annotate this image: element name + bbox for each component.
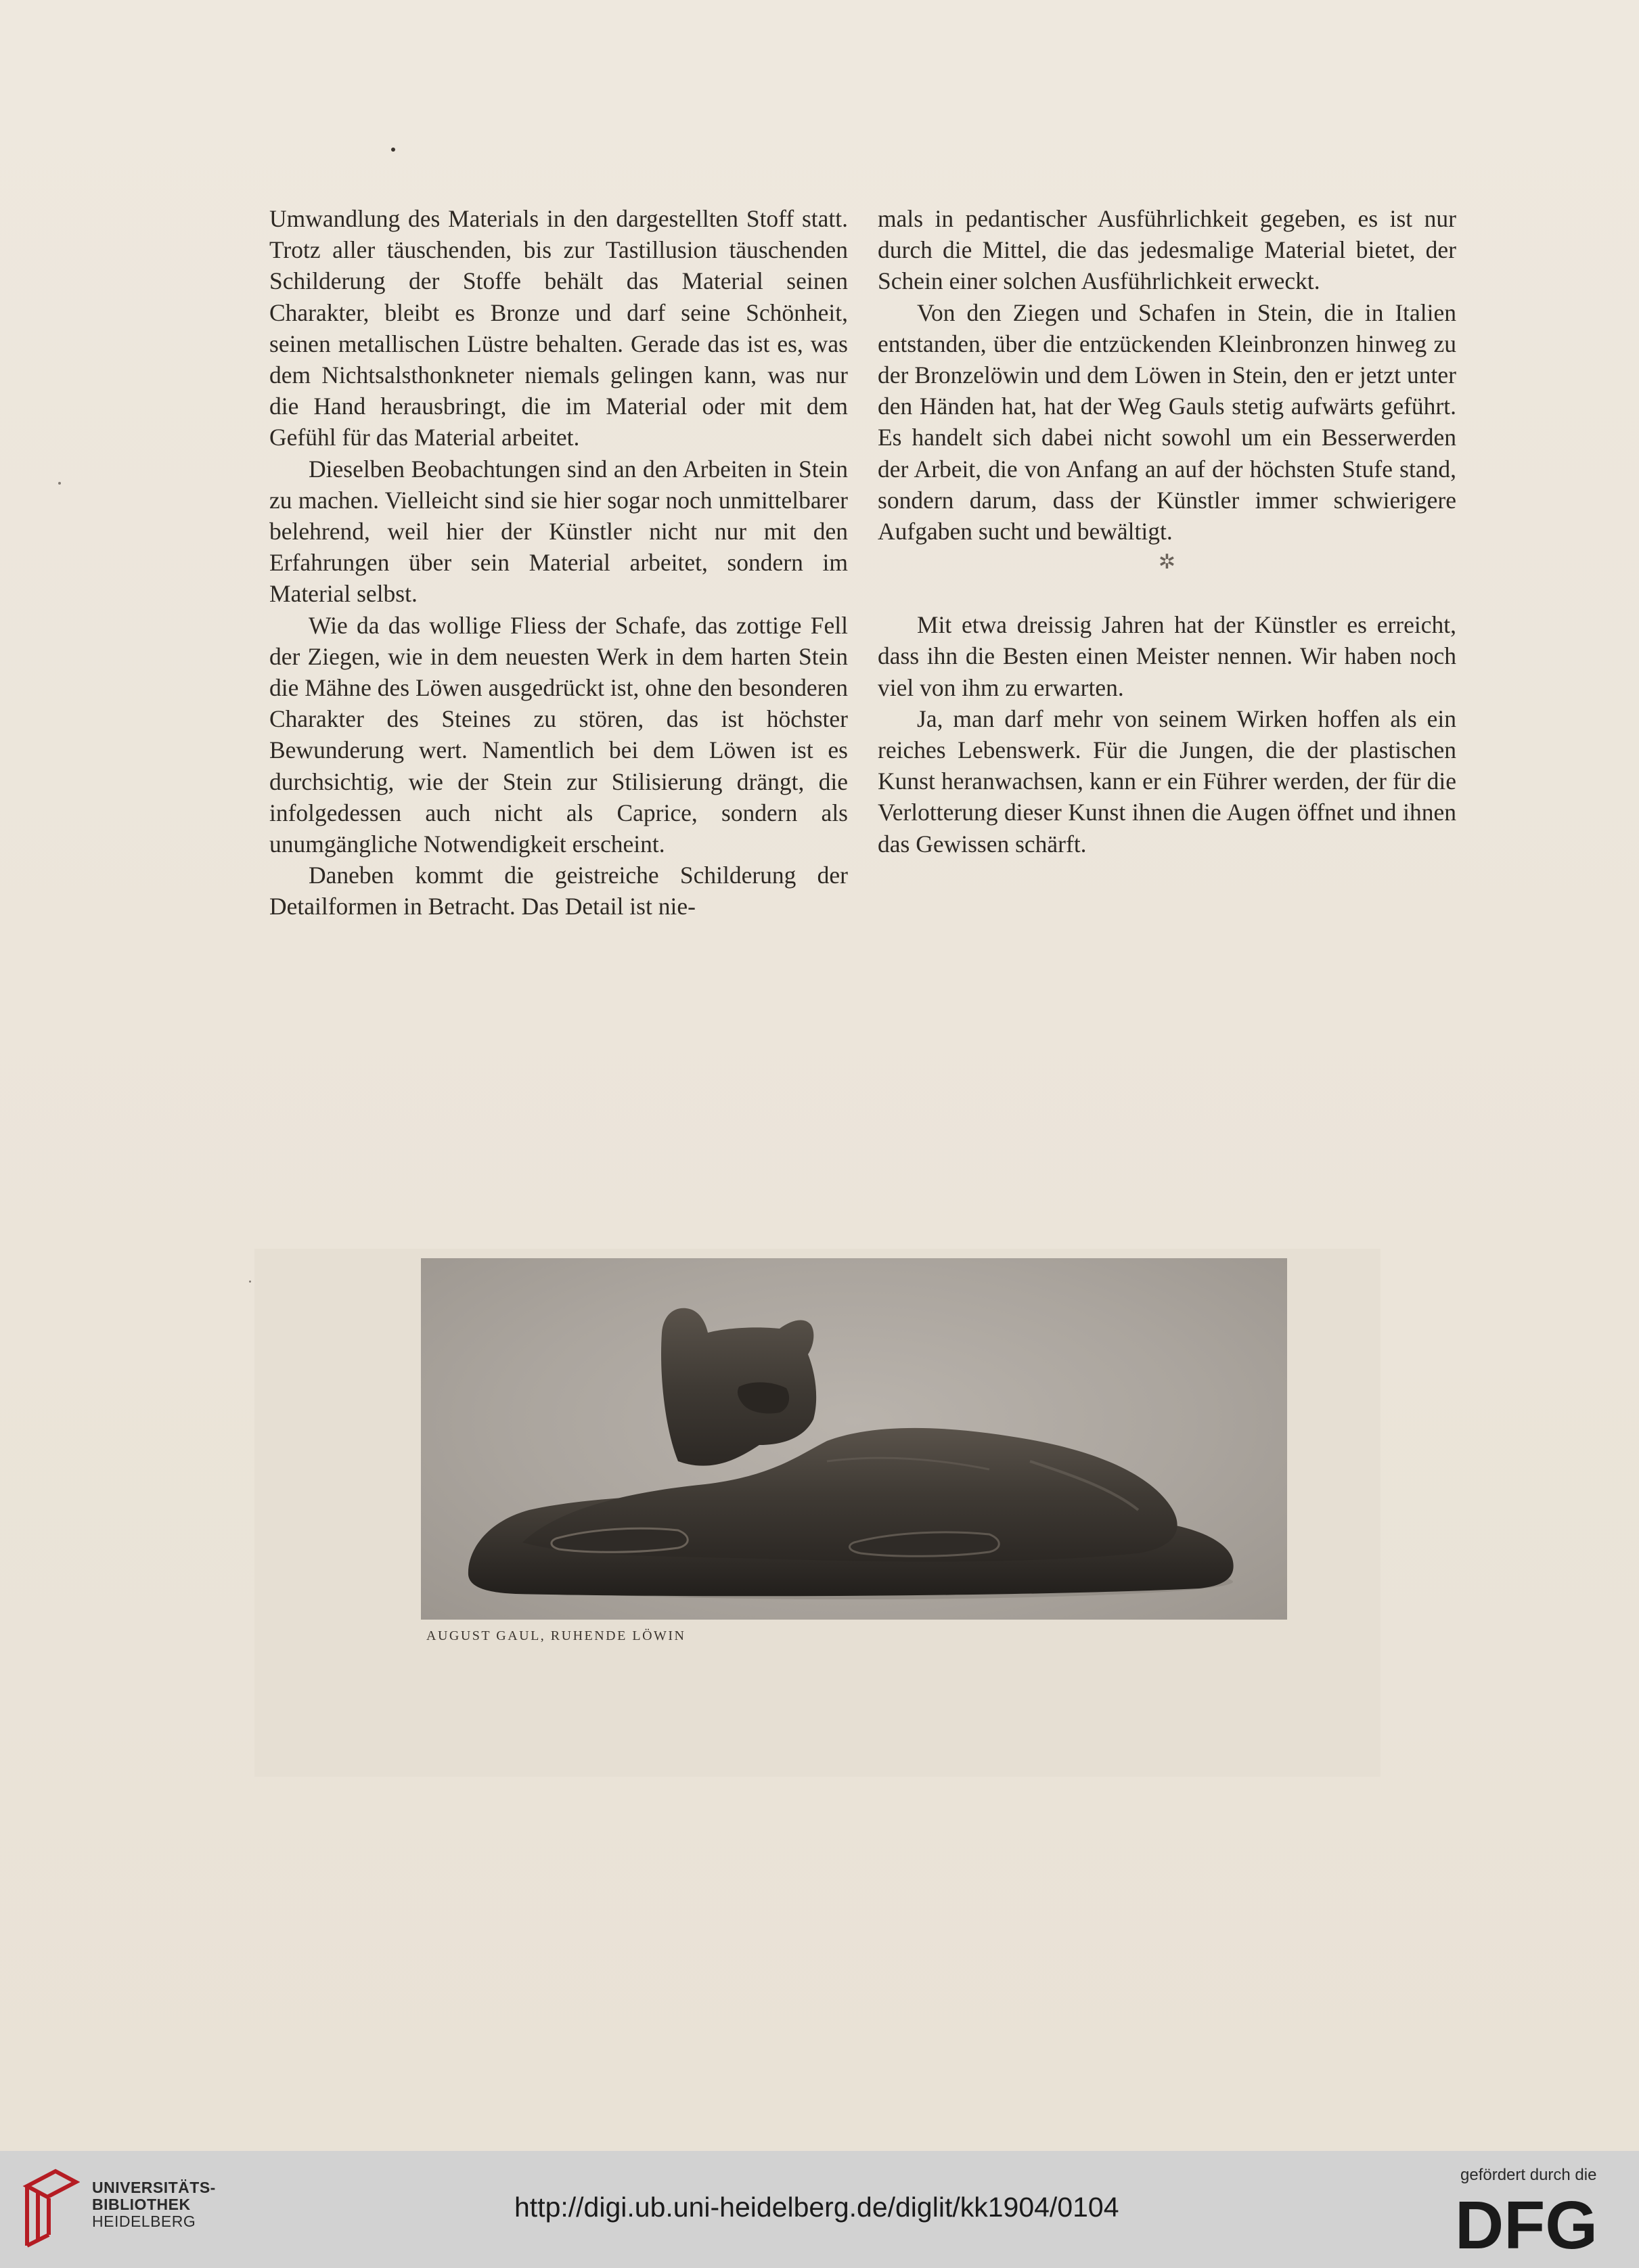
paragraph: Umwandlung des Materials in den dargestellten Stoff statt. Trotz aller täuschenden, bis zur Tastillusion täuschenden Schilderung der Stoffe behält das Material seinen Charakter, bleibt es Bronze und darf seine Schönheit, seinen metallischen Lüstre behalten. Gerade das ist es, was dem Nichtsalsthonkneter niemals gelingen kann, was nur die Hand herausbringt, die im Material oder mit dem Gefühl für das Material arbeitet. — [269, 205, 848, 451]
logo-line: UNIVERSITÄTS- — [92, 2179, 216, 2196]
print-speck — [58, 482, 61, 485]
text-column-right — [878, 203, 1456, 860]
paragraph: Von den Ziegen und Schafen in Stein, die in Italien entstanden, über die entzückenden Kleinbronzen hinweg zu der Bronzelöwin und dem Löwen in Stein, den er jetzt unter den Händen hat, hat der Weg Gauls stetig aufwärts geführt. Es handelt sich dabei nicht sowohl um ein Besserwerden der Arbeit, die von Anfang an auf der höchsten Stufe stand, sondern darum, dass der Künstler immer schwierigere Aufgaben sucht und bewältigt. — [878, 298, 1456, 546]
funding-note: gefördert durch die — [1460, 2166, 1597, 2184]
figure-caption: AUGUST GAUL, RUHENDE LÖWIN — [426, 1628, 686, 1643]
footer-bar — [0, 2151, 1639, 2268]
library-logo-text — [92, 2179, 216, 2230]
text-column-left — [269, 203, 848, 922]
permalink-url[interactable]: http://digi.ub.uni-heidelberg.de/diglit/kk1904/0104 — [514, 2192, 1119, 2223]
section-separator: ✲ — [1158, 551, 1176, 574]
paragraph: Ja, man darf mehr von seinem Wirken hoffen als ein reiches Lebenswerk. Für die Jungen, die der plastischen Kunst heranwachsen, kann er ein Führer werden, der für die Verlotterung dieser Kunst ihnen die Augen öffnet und ihnen das Gewissen schärft. — [878, 705, 1456, 858]
dfg-logo-text: DFG — [1455, 2190, 1598, 2258]
paragraph: Daneben kommt die geistreiche Schilderung der Detailformen in Betracht. Das Detail ist nie- — [269, 862, 848, 920]
paragraph: Mit etwa dreissig Jahren hat der Künstler es erreicht, dass ihn die Besten einen Meister nennen. Wir haben noch viel von ihm zu erwarten. — [878, 611, 1456, 701]
paragraph: mals in pedantischer Ausführlichkeit gegeben, es ist nur durch die Mittel, die das jedesmalige Material bietet, der Schein einer solchen Ausführlichkeit erweckt. — [878, 205, 1456, 295]
sculpture-photo — [421, 1258, 1287, 1620]
dfg-logo-icon[interactable] — [1455, 2190, 1617, 2258]
logo-line: HEIDELBERG — [92, 2213, 196, 2230]
paragraph: Wie da das wollige Fliess der Schafe, das zottige Fell der Ziegen, wie in dem neuesten Werk in dem harten Stein die Mähne des Löwen ausgedrückt ist, ohne den besonderen Charakter des Steines zu stören, das ist höchster Bewunderung wert. Namentlich bei dem Löwen ist es durchsichtig, wie der Stein zur Stilisierung drängt, die infolgedessen auch nicht als Caprice, sondern als unumgängliche Notwendigkeit erscheint. — [269, 611, 848, 858]
print-speck — [391, 148, 395, 152]
library-logo-icon[interactable] — [18, 2166, 80, 2252]
paragraph: Dieselben Beobachtungen sind an den Arbeiten in Stein zu machen. Vielleicht sind sie hier sogar noch unmittelbarer belehrend, weil hier der Künstler nicht nur mit den Erfahrungen über sein Material arbeitet, sondern im Material selbst. — [269, 455, 848, 608]
logo-line: BIBLIOTHEK — [92, 2196, 191, 2213]
lioness-sculpture-image — [421, 1258, 1287, 1620]
print-speck — [249, 1281, 251, 1283]
